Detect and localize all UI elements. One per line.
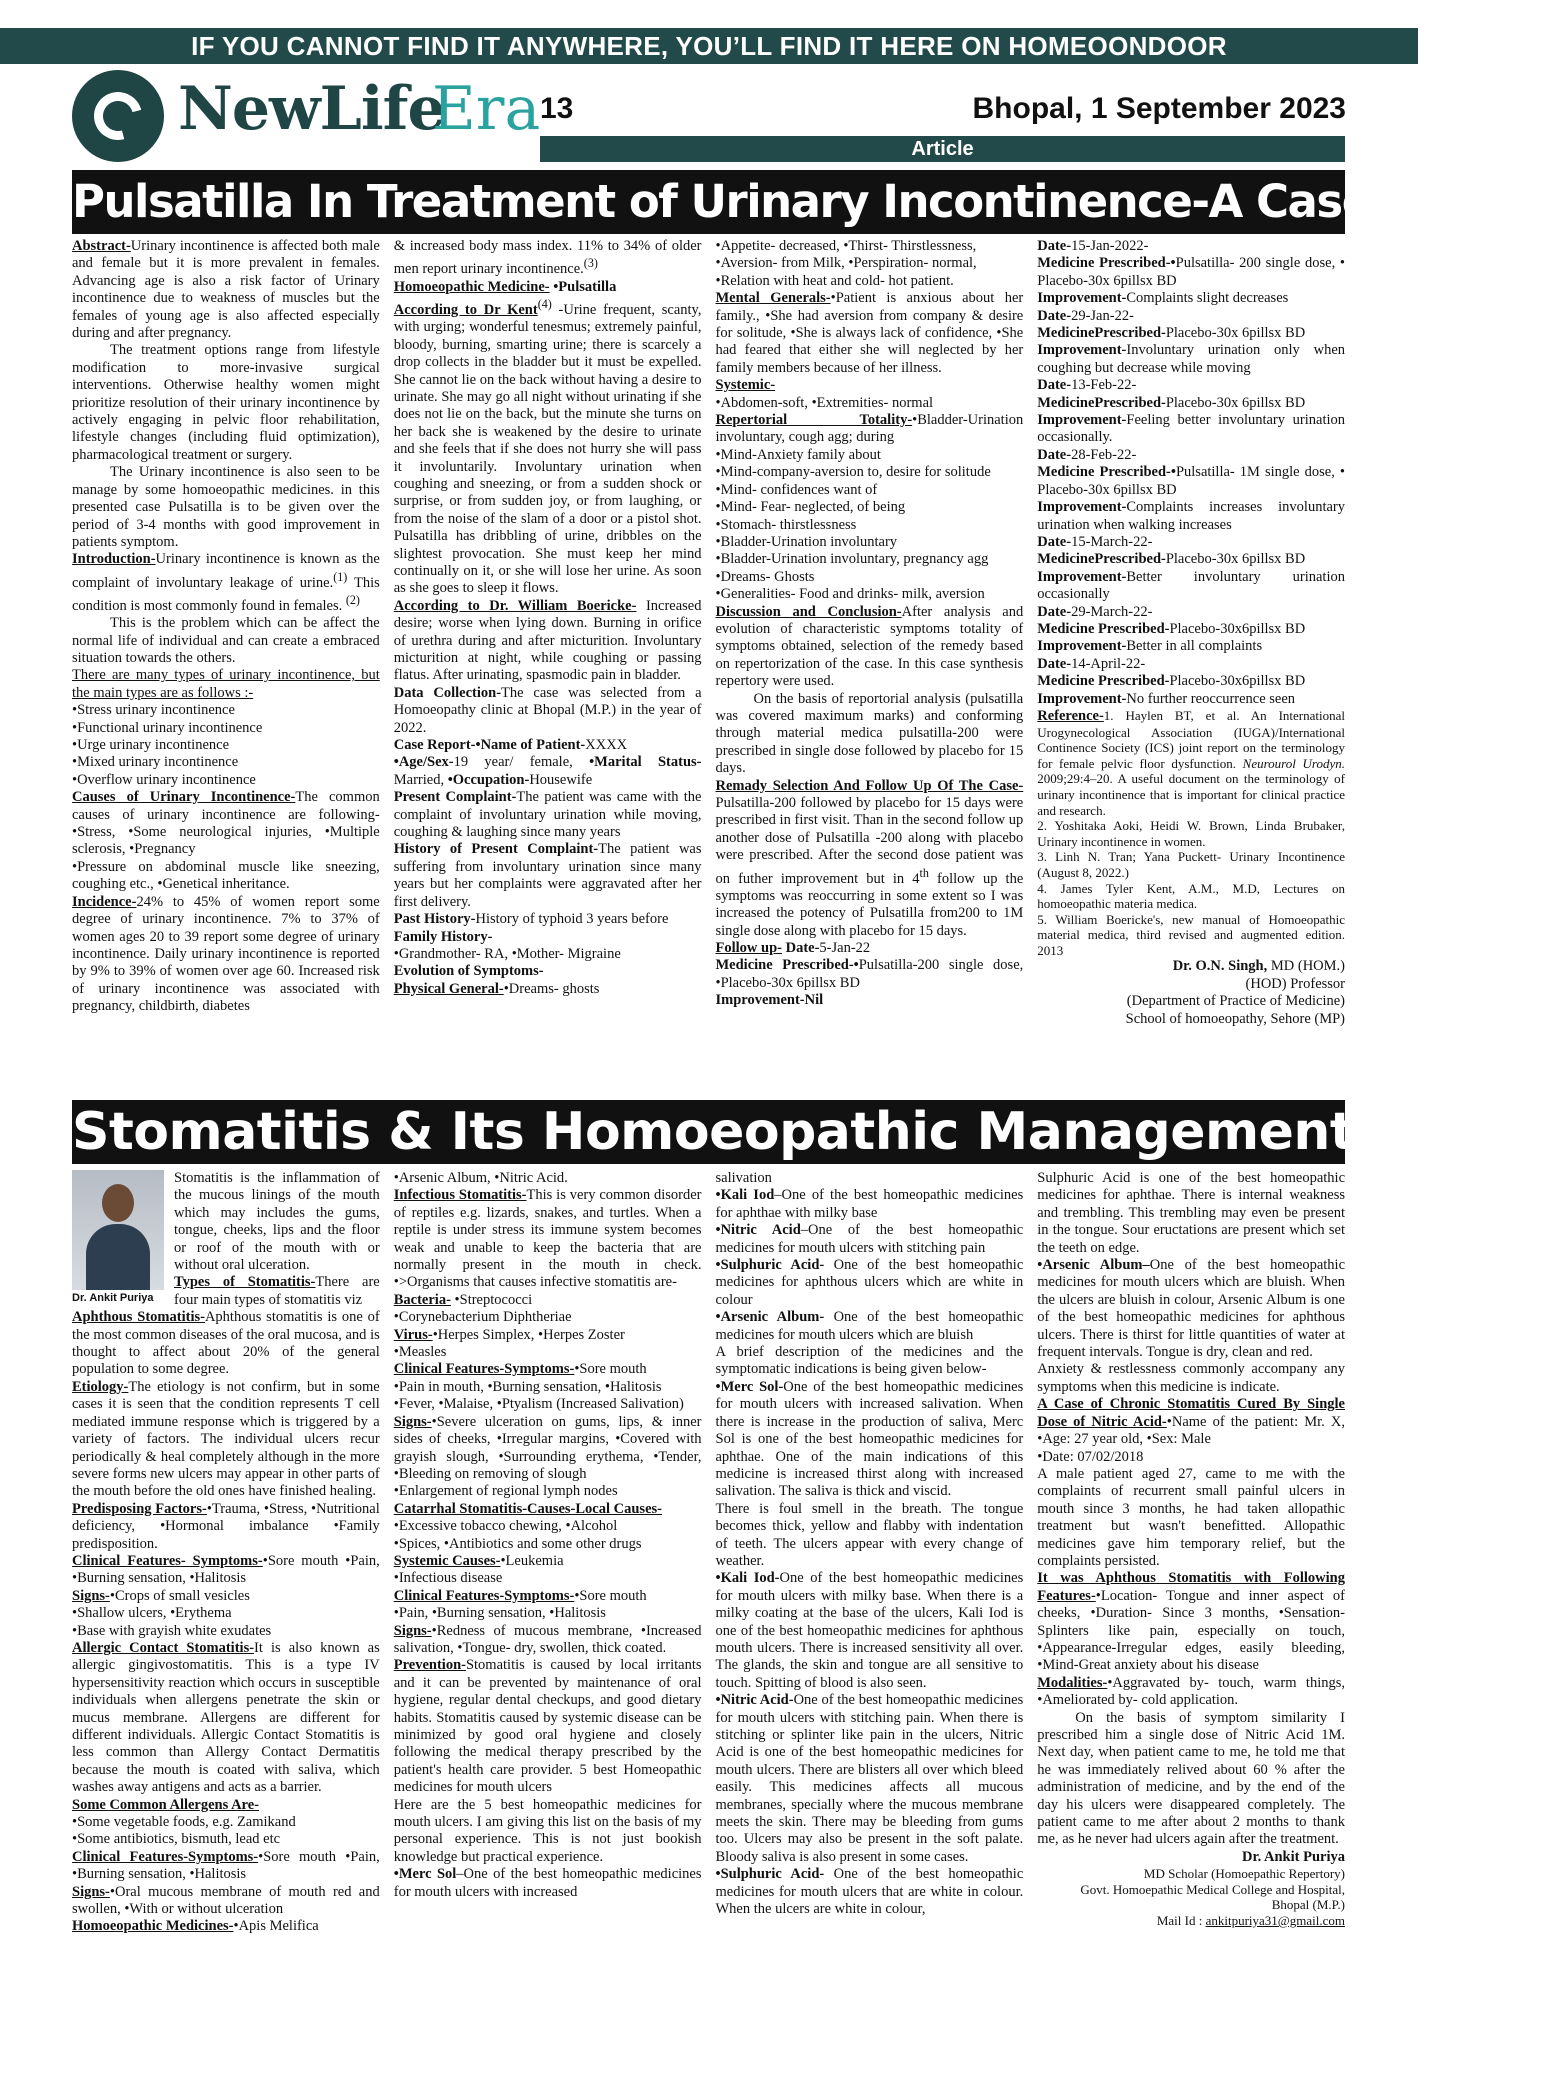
article2-author-line: Govt. Homoepathic Medical College and Hospital,	[1080, 1881, 1345, 1897]
article1-author-line: (Department of Practice of Medicine)	[1126, 993, 1345, 1010]
article2-author: Dr. Ankit Puriya	[1242, 1848, 1345, 1865]
article1-column-2: & increased body mass index. 11% to 34% of older men report urinary incontinence.$^{(3)}$ Homoeopathic Medicine- •Pulsatilla According to Dr Kent$^{(4)}$ -Urine frequent, scanty, with urging; wonderful tenesmus; extremely painful, bloody, burning, smarting urine; there is scarcely a drop collects in the bladder but it must be expelled. She cannot lie on the back without having a desire to urinate. She may go all night without urinating if she does not lie on the back, but the minute she turns on her back she is weakened by the desire to urinate and she feels that if she does not hurry she will pass it involuntarily. Involuntary urination when coughing and sneezing, or from a sudden shock or surprise, or from sudden joy, or from laughing, or from the noise of the slam of a door or a pistol shot. Pulsatilla has dribbling of urine, dribbles on the slightest provocation. She must keep her mind continually on it, or she will lose her urine. As soon as she goes to sleep it flows. According to Dr. William Boericke- Increased desire; worse when lying down. Burning in orifice of urethra during and after micturition. Involuntary micturition at night, while coughing or passing flatus. After urinating, spasmodic pain in bladder. Data Collection-The case was selected from a Homoeopathy clinic at Bhopal (M.P.) in the year of 2022. Case Report-•Name of Patient-XXXX •Age/Sex-19 year/ female, •Marital Status- Married, •Occupation-Housewife Present Complaint-The patient was came with the complaint of involuntary urination while moving, coughing & laughing since many years History of Present Complaint-The patient was suffering from involuntary urination since many years but her complaints were aggravated after her first delivery. Past History-History of typhoid 3 years before Family History- •Grandmother- RA, •Mother- Migraine Evolution of Symptoms- Physical General-•Dreams- ghosts	[393, 238, 702, 997]
article2-author-line: MD Scholar (Homoepathic Repertory)	[1143, 1866, 1345, 1882]
article2-headline: Stomatitis & Its Homoeopathic Management	[72, 1102, 1355, 1162]
article1-author: Dr. O.N. Singh,	[1172, 958, 1268, 975]
author-photo	[72, 1170, 164, 1290]
article1-body	[72, 238, 1345, 1088]
article1-author-line: (HOD) Professor	[1245, 975, 1345, 992]
photo-caption: Dr. Ankit Puriya	[72, 1292, 154, 1304]
logo-mark-icon	[72, 70, 164, 162]
article1-column-3: •Appetite- decreased, •Thirst- Thirstlessness, •Aversion- from Milk, •Perspiration- normal, •Relation with heat and cold- hot patient. Mental Generals-•Patient is anxious about her family., •She had aversion from company & desire for solitude, •She is always lack of confidence, •She had feared that either she will neglected by her family members because of her illness. Systemic- •Abdomen-soft, •Extremities- normal Repertorial Totality-•Bladder-Urination involuntary, cough agg; during •Mind-Anxiety family about •Mind-company-aversion to, desire for solitude •Mind- confidences want of •Mind- Fear- neglected, of being •Stomach- thirstlessness •Bladder-Urination involuntary •Bladder-Urination involuntary, pregnancy agg •Dreams- Ghosts •Generalities- Food and drinks- milk, aversion Discussion and Conclusion-After analysis and evolution of characteristic symptoms totality of symptoms obtained, selection of the remedy based on repertorization of the case. In this case synthesis repertory were used. On the basis of reportorial analysis (pulsatilla was covered maximum marks) and conforming through material medica pulsatilla-200 were prescribed in single dose followed by placebo for 15 days. Remady Selection And Follow Up Of The Case-Pulsatilla-200 followed by placebo for 15 days were prescribed in first visit. Than in the second follow up another dose of Pulsatilla -200 along with placebo were prescribed. After the second dose patient was on futher improvement but in 4th follow up the symptoms was reoccurring in some extent so I was increased the potency of Pulsatilla from200 to 1M single dose along with placebo for 15 days. Follow up- Date-5-Jan-22 Medicine Prescribed-•Pulsatilla-200 single dose, •Placebo-30x 6pillsx BD Improvement-Nil	[715, 238, 1024, 1009]
article1-author-degree: MD (HOM.)	[1267, 958, 1345, 975]
article2-column-3: salivation •Kali Iod–One of the best homeopathic medicines for aphthae with milky base •Nitric Acid–One of the best homeopathic medicines for mouth ulcers with stitching pain •Sulphuric Acid- One of the best homeopathic medicines for aphthous ulcers which are white in colour •Arsenic Album- One of the best homeopathic medicines for mouth ulcers which are bluish A brief description of the medicines and the symptomatic indications is being given below- •Merc Sol-One of the best homeopathic medicines for mouth ulcers with increased salivation. When there is increase in the production of saliva, Merc Sol is one of the best homeopathic medicines for aphthae. One of the main indications of this medicine is increased thirst along with increased salivation. The saliva is thick and viscid. There is foul smell in the breath. The tongue becomes thick, yellow and flabby with indentation of teeth. The ulcers appear with every change of weather. •Kali Iod-One of the best homeopathic medicines for mouth ulcers with milky base. When there is a milky coating at the base of the ulcers, Kali Iod is one of the best homeopathic medicines for aphthous mouth ulcers. There is increased sensitivity all over. The glands, the skin and tongue are all sensitive to touch. Spitting of blood is also seen. •Nitric Acid-One of the best homeopathic medicines for mouth ulcers with stitching pain. When there is stitching or splinter like pain in the ulcers, Nitric Acid is one of the best homeopathic medicines for mouth ulcers. There are blisters all over which bleed easily. This medicines affects all mucous membranes, specially where the mucous membrane meets the skin. There may be bleeding from gums too. Ulcers may also be present in the soft palate. Bloody saliva is also present in some cases. •Sulphuric Acid- One of the best homeopathic medicines for mouth ulcers that are white in colour. When the ulcers are white in colour,	[715, 1170, 1024, 1918]
article2-column-1: Stomatitis is the inflammation of the mucous linings of the mouth which may includes the gums, tongue, cheeks, lips and the floor or roof of the mouth with or without oral ulceration. Dr. Ankit Puriya Types of Stomatitis-There are four main types of stomatitis viz Aphthous Stomatitis-Aphthous stomatitis is one of the most common diseases of the oral mucosa, and is thought to affect about 20% of the general population to some degree. Etiology-The etiology is not confirm, but in some cases it is seen that the condition represents T cell mediated immune response which is triggered by a variety of factors. The individual ulcers recur periodically & heal completely although in the more severe forms new ulcers may appear in other parts of the mouth before the old ones have finished healing. Predisposing Factors-•Trauma, •Stress, •Nutritional deficiency, •Hormonal imbalance •Family predisposition. Clinical Features- Symptoms-•Sore mouth •Pain, •Burning sensation, •Halitosis Signs-•Crops of small vesicles •Shallow ulcers, •Erythema •Base with grayish white exudates Allergic Contact Stomatitis-It is also known as allergic gingivostomatitis. This is a type IV hypersensitivity reaction which occurs in susceptible individuals when allergens penetrate the skin or mucus membrane. Allergens are different for different individuals. Allergic Contact Stomatitis is less common than Allergy Contact Dermatitis because the mouth is coated with saliva, which washes away antigens and acts as a barrier. Some Common Allergens Are- •Some vegetable foods, e.g. Zamikand •Some antibiotics, bismuth, lead etc Clinical Features-Symptoms-•Sore mouth •Pain, •Burning sensation, •Halitosis Signs-•Oral mucous membrane of mouth red and swollen, •With or without ulceration Homoeopathic Medicines-•Apis Melifica	[72, 1170, 380, 1935]
article1-headline: Pulsatilla In Treatment of Urinary Incontinence-A Case Report	[72, 170, 1345, 234]
logo-text-newlife: NewLife	[178, 74, 445, 144]
page-number: 13	[540, 92, 574, 125]
mail-label: Mail Id :	[1156, 1913, 1206, 1929]
article2-author-line: Bhopal (M.P.)	[1271, 1897, 1345, 1913]
logo-text-era: Era	[432, 74, 541, 144]
author-email-link[interactable]: ankitpuriya31@gmail.com	[1205, 1913, 1345, 1929]
article2-column-2: •Arsenic Album, •Nitric Acid. Infectious Stomatitis-This is very common disorder of reptiles e.g. lizards, snakes, and turtles. When a reptile is under stress its immune system becomes weak and unable to keep the bacteria that are normally present in the mouth in check. •>Organisms that causes infective stomatitis are- Bacteria- •Streptococci •Corynebacterium Diphtheriae Virus-•Herpes Simplex, •Herpes Zoster •Measles Clinical Features-Symptoms-•Sore mouth •Pain in mouth, •Burning sensation, •Halitosis •Fever, •Malaise, •Ptyalism (Increased Salivation) Signs-•Severe ulceration on gums, lips, & inner sides of cheeks, •Irregular margins, •Covered with grayish slough, •Surrounding erythema, •Tender, •Bleeding on removing of slough •Enlargement of regional lymph nodes Catarrhal Stomatitis-Causes-Local Causes- •Excessive tobacco chewing, •Alcohol •Spices, •Antibiotics and some other drugs Systemic Causes-•Leukemia •Infectious disease Clinical Features-Symptoms-•Sore mouth •Pain, •Burning sensation, •Halitosis Signs-•Redness of mucous membrane, •Increased salivation, •Tongue- dry, swollen, thick coated. Prevention-Stomatitis is caused by local irritants and it can be prevented by maintenance of oral hygiene, regular dental checkups, and good dietary habits. Stomatitis caused by systemic disease can be minimized by good oral hygiene and closely following the medical therapy prescribed by the patient's health care provider. 5 best Homeopathic medicines for mouth ulcers Here are the 5 best homeopathic medicines for mouth ulcers. I am giving this list on the basis of my personal experience. This is not just bookish knowledge but practical experience. •Merc Sol–One of the best homeopathic medicines for mouth ulcers with increased	[393, 1170, 702, 1900]
article2-column-4: Sulphuric Acid is one of the best homeopathic medicines for aphthae. There is internal weakness and trembling. This trembling may even be present in the tongue. Sour eructations are present which set the teeth on edge. •Arsenic Album–One of the best homeopathic medicines for mouth ulcers which are bluish. When the ulcers are bluish in colour, Arsenic Album is one of the best homeopathic medicines for aphthous ulcers. There is thirst for little quantities of water at frequent intervals. Tongue is dry, clean and red. Anxiety & restlessness commonly accompany any symptoms when this medicine is indicate. A Case of Chronic Stomatitis Cured By Single Dose of Nitric Acid-•Name of the patient: Mr. X, •Age: 27 year old, •Sex: Male •Date: 07/02/2018 A male patient aged 27, came to me with the complaints of recurrent small painful ulcers in mouth since 3 months, he had taken allopathic treatment but wasn't benefitted. Allopathic medicines gave him temporary relief, but the complaints persisted. It was Aphthous Stomatitis with Following Features-•Location- Tongue and inner aspect of cheeks, •Duration- Since 3 months, •Sensation-Splinters like pain, especially on touch, •Appearance-Irregular edges, easily bleeding, •Mind-Great anxiety about his disease Modalities-•Aggravated by- touch, warm things, •Ameliorated by- cold application. On the basis of symptom similarity I prescribed him a single dose of Nitric Acid 1M. Next day, when patient came to me, he told me that he was immediately relived about 60 % after the administration of medicine, and by the end of the day his ulcers were disappeared completely. The patient came to me after about 2 months to thank me, as he never had ulcers again after the treatment. Dr. Ankit Puriya MD Scholar (Homoepathic Repertory) Govt. Homoepathic Medical College and Hospital, Bhopal (M.P.) Mail Id : ankitpuriya31@gmail.com	[1037, 1170, 1346, 1929]
article1-column-1: Abstract-Urinary incontinence is affected both male and female but it is more prevalent in females. Advancing age is also a risk factor of Urinary incontinence due to weakness of muscles but the females of young age is also affected especially during and after pregnancy. The treatment options range from lifestyle modification to more-invasive surgical interventions. Otherwise healthy women might prioritize resolution of their urinary incontinence by actively engaging in pelvic floor rehabilitation, lifestyle changes (including fluid optimization), pharmacological treatment or surgery. The Urinary incontinence is also seen to be manage by some homoeopathic medicines. in this presented case Pulsatilla is to be given over the period of 3-4 months with good improvement in patients symptom. Introduction-Urinary incontinence is known as the complaint of involuntary leakage of urine.$^{(1)}$ This condition is most commonly found in females. $^{(2)}$ This is the problem which can be affect the normal life of individual and can create a embraced situation towards the others. There are many types of urinary incontinence, but the main types are as follows :- •Stress urinary incontinence •Functional urinary incontinence •Urge urinary incontinence •Mixed urinary incontinence •Overflow urinary incontinence Causes of Urinary Incontinence-The common causes of urinary incontinence are following- •Stress, •Some neurological injuries, •Multiple sclerosis, •Pregnancy •Pressure on abdominal muscle like sneezing, coughing etc., •Genetical inheritance. Incidence-24% to 45% of women report some degree of urinary incontinence. 7% to 37% of women ages 20 to 39 report some degree of urinary incontinence. Daily urinary incontinence is reported by 9% to 39% of women over age 60. Increased risk of urinary incontinence was associated with pregnancy, childbirth, diabetes	[72, 238, 380, 1015]
article2-body	[72, 1170, 1345, 2070]
section-label: Article	[540, 136, 1345, 162]
newlife-era-logo	[72, 70, 541, 162]
article1-column-4: Date-15-Jan-2022- Medicine Prescribed-•Pulsatilla- 200 single dose, • Placebo-30x 6pillsx BD Improvement-Complaints slight decreases Date-29-Jan-22- MedicinePrescribed-Placebo-30x 6pillsx BD Improvement-Involuntary urination only when coughing but decrease while moving Date-13-Feb-22- MedicinePrescribed-Placebo-30x 6pillsx BD Improvement-Feeling better involuntary urination occasionally. Date-28-Feb-22- Medicine Prescribed-•Pulsatilla- 1M single dose, • Placebo-30x 6pillsx BD Improvement-Complaints increases involuntary urination when walking increases Date-15-March-22- MedicinePrescribed-Placebo-30x 6pillsx BD Improvement-Better involuntary urination occasionally Date-29-March-22- Medicine Prescribed-Placebo-30x6pillsx BD Improvement-Better in all complaints Date-14-April-22- Medicine Prescribed-Placebo-30x6pillsx BD Improvement-No further reoccurrence seen Reference-1. Haylen BT, et al. An International Urogynecological Association (IUGA)/International Continence Society (ICS) joint report on the terminology for female pelvic floor dysfunction. Neurourol Urodyn. 2009;29:4–20. A useful document on the terminology of urinary incontinence that is important for clinical practice and research. 2. Yoshitaka Aoki, Heidi W. Brown, Linda Brubaker, Urinary incontinence in women. 3. Linh N. Tran; Yana Puckett- Urinary Incontinence (August 8, 2022.) 4. James Tyler Kent, A.M., M.D, Lectures on homoeopathic materia medica. 5. William Boericke's, new manual of Homoeopathic material medica, third revised and augmented edition. 2013 Dr. O.N. Singh, MD (HOM.) (HOD) Professor (Department of Practice of Medicine) School of homoeopathy, Sehore (MP)	[1037, 238, 1345, 1027]
dateline: Bhopal, 1 September 2023	[972, 92, 1346, 125]
article1-author-line: School of homoeopathy, Sehore (MP)	[1125, 1010, 1345, 1027]
top-banner: IF YOU CANNOT FIND IT ANYWHERE, YOU’LL FIND IT HERE ON HOMEOONDOOR	[0, 28, 1418, 64]
